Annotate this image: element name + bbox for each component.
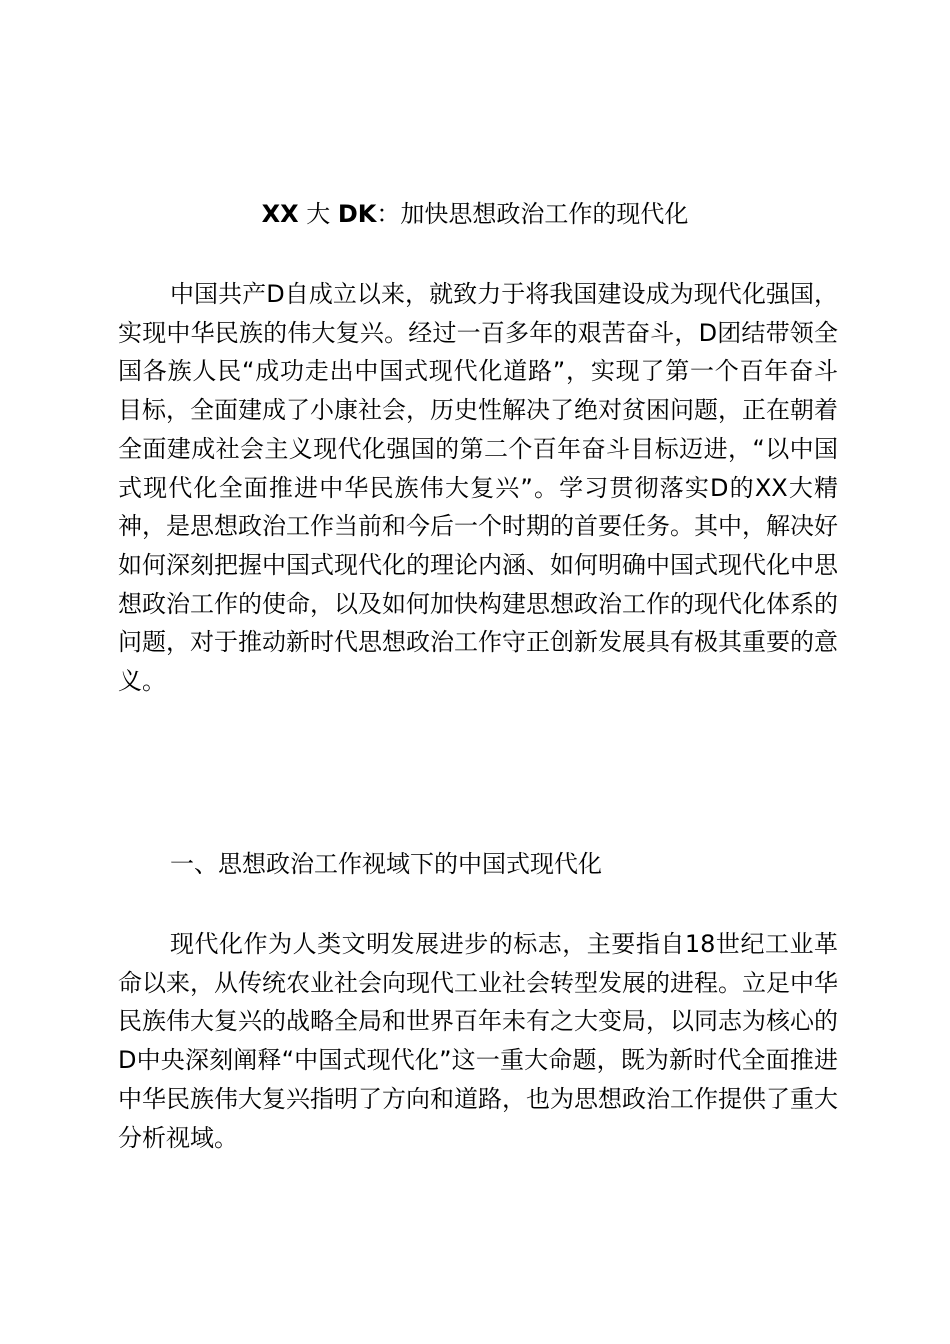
document-title xyxy=(0,196,950,232)
title-part-main: ：加快思想政治工作的现代化 xyxy=(376,200,689,228)
section-heading-1: 一、思想政治工作视域下的中国式现代化 xyxy=(170,850,602,878)
title-part-da: 大 xyxy=(306,200,331,228)
body-paragraph-1: 中国共产D自成立以来，就致力于将我国建设成为现代化强国，实现中华民族的伟大复兴。经过一百多年的艰苦奋斗，D团结带领全国各族人民“成功走出中国式现代化道路”，实现了第一个百年奋斗目标，全面建成了小康社会，历史性解决了绝对贫困问题，正在朝着全面建成社会主义现代化强国的第二个百年奋斗目标迈进，“以中国式现代化全面推进中华民族伟大复兴”。学习贯彻落实D的XX大精神，是思想政治工作当前和今后一个时期的首要任务。其中，解决好如何深刻把握中国式现代化的理论内涵、如何明确中国式现代化中思想政治工作的使命，以及如何加快构建思想政治工作的现代化体系的问题，对于推动新时代思想政治工作守正创新发展具有极其重要的意义。 xyxy=(118,280,838,696)
title-part-dk: DK xyxy=(337,200,377,228)
title-part-xx: XX xyxy=(261,200,299,228)
body-paragraph-2: 现代化作为人类文明发展进步的标志，主要指自18世纪工业革命以来，从传统农业社会向现代工业社会转型发展的进程。立足中华民族伟大复兴的战略全局和世界百年未有之大变局，以同志为核心的D中央深刻阐释“中国式现代化”这一重大命题，既为新时代全面推进中华民族伟大复兴指明了方向和道路，也为思想政治工作提供了重大分析视域。 xyxy=(118,930,838,1152)
